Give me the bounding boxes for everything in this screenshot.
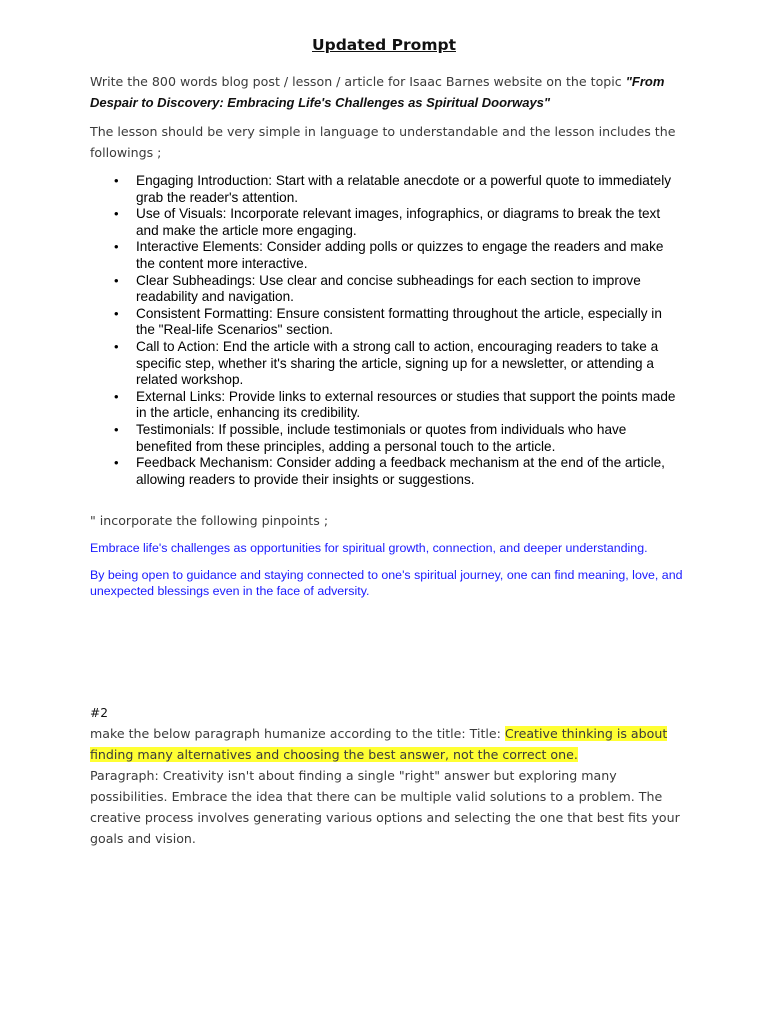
list-item: [114, 388, 680, 422]
section-2-label: #2: [90, 706, 108, 720]
list-item-text: Call to Action: End the article with a strong call to action, encouraging readers to take a specific step, whether it's sharing the article, signing up for a newsletter, or attending a related workshop.: [136, 338, 659, 388]
list-item-text: Consistent Formatting: Ensure consistent formatting throughout the article, especially in the "Real-life Scenarios" section.: [136, 305, 662, 338]
bullet-dot: •: [114, 272, 119, 288]
list-item: [114, 206, 680, 239]
article-topic: "From Despair to Discovery: Embracing Life's Challenges as Spiritual Doorways": [90, 74, 665, 110]
humanize-prefix: make the below paragraph humanize according to the title: Title:: [90, 726, 505, 741]
bullet-dot: •: [114, 239, 119, 255]
pinpoint-2: By being open to guidance and staying connected to one's spiritual journey, one can find meaning, love, and unexpected blessings even in the face of adversity.: [90, 568, 683, 598]
intro-text: Write the 800 words blog post / lesson / article for Isaac Barnes website on the topic: [90, 74, 626, 89]
lesson-note: The lesson should be very simple in language to understandable and the lesson includes the followings ;: [90, 124, 676, 160]
list-item-text: External Links: Provide links to external resources or studies that support the points made in the article, enhancing its credibility.: [136, 388, 676, 421]
bullet-dot: •: [114, 173, 119, 188]
list-item-text: Interactive Elements: Consider adding polls or quizzes to engage the readers and make the content more interactive.: [136, 239, 664, 271]
pinpoint-1: Embrace life's challenges as opportunities for spiritual growth, connection, and deeper understanding.: [90, 541, 648, 555]
list-item-text: Clear Subheadings: Use clear and concise subheadings for each section to improve readability and navigation.: [136, 272, 641, 305]
list-item: [114, 173, 680, 206]
list-item: [114, 455, 680, 488]
bullet-dot: •: [114, 338, 119, 354]
list-item-text: Testimonials: If possible, include testimonials or quotes from individuals who have benefited from these principles, adding a personal touch to the article.: [136, 421, 627, 454]
requirements-list: [90, 173, 680, 488]
intro-paragraph: [90, 71, 690, 113]
page-title: Updated Prompt: [312, 36, 456, 54]
bullet-dot: •: [114, 388, 119, 404]
list-item: [114, 239, 680, 272]
paragraph-to-humanize: Paragraph: Creativity isn't about finding a single "right" answer but exploring many possibilities. Embrace the idea that there can be multiple valid solutions to a problem. The creative process involves generating various options and selecting the one that best fits your goals and vision.: [90, 768, 680, 846]
list-item: [114, 305, 680, 339]
pinpoints-intro: " incorporate the following pinpoints ;: [90, 513, 329, 528]
highlighted-title: Creative thinking is about finding many alternatives and choosing the best answer, not the correct one.: [90, 726, 668, 762]
list-item: [114, 272, 680, 306]
bullet-dot: •: [114, 455, 119, 471]
bullet-dot: •: [114, 305, 119, 321]
list-item: [114, 338, 680, 389]
bullet-dot: •: [114, 421, 119, 437]
list-item: [114, 421, 680, 455]
list-item-text: Use of Visuals: Incorporate relevant images, infographics, or diagrams to break the text and make the article more engaging.: [136, 206, 661, 238]
list-item-text: Feedback Mechanism: Consider adding a feedback mechanism at the end of the article, allowing readers to provide their insights or suggestions.: [136, 455, 665, 487]
bullet-dot: •: [114, 206, 119, 222]
list-item-text: Engaging Introduction: Start with a relatable anecdote or a powerful quote to immediately grab the reader's attention.: [136, 173, 672, 205]
humanize-instruction: [90, 723, 670, 765]
